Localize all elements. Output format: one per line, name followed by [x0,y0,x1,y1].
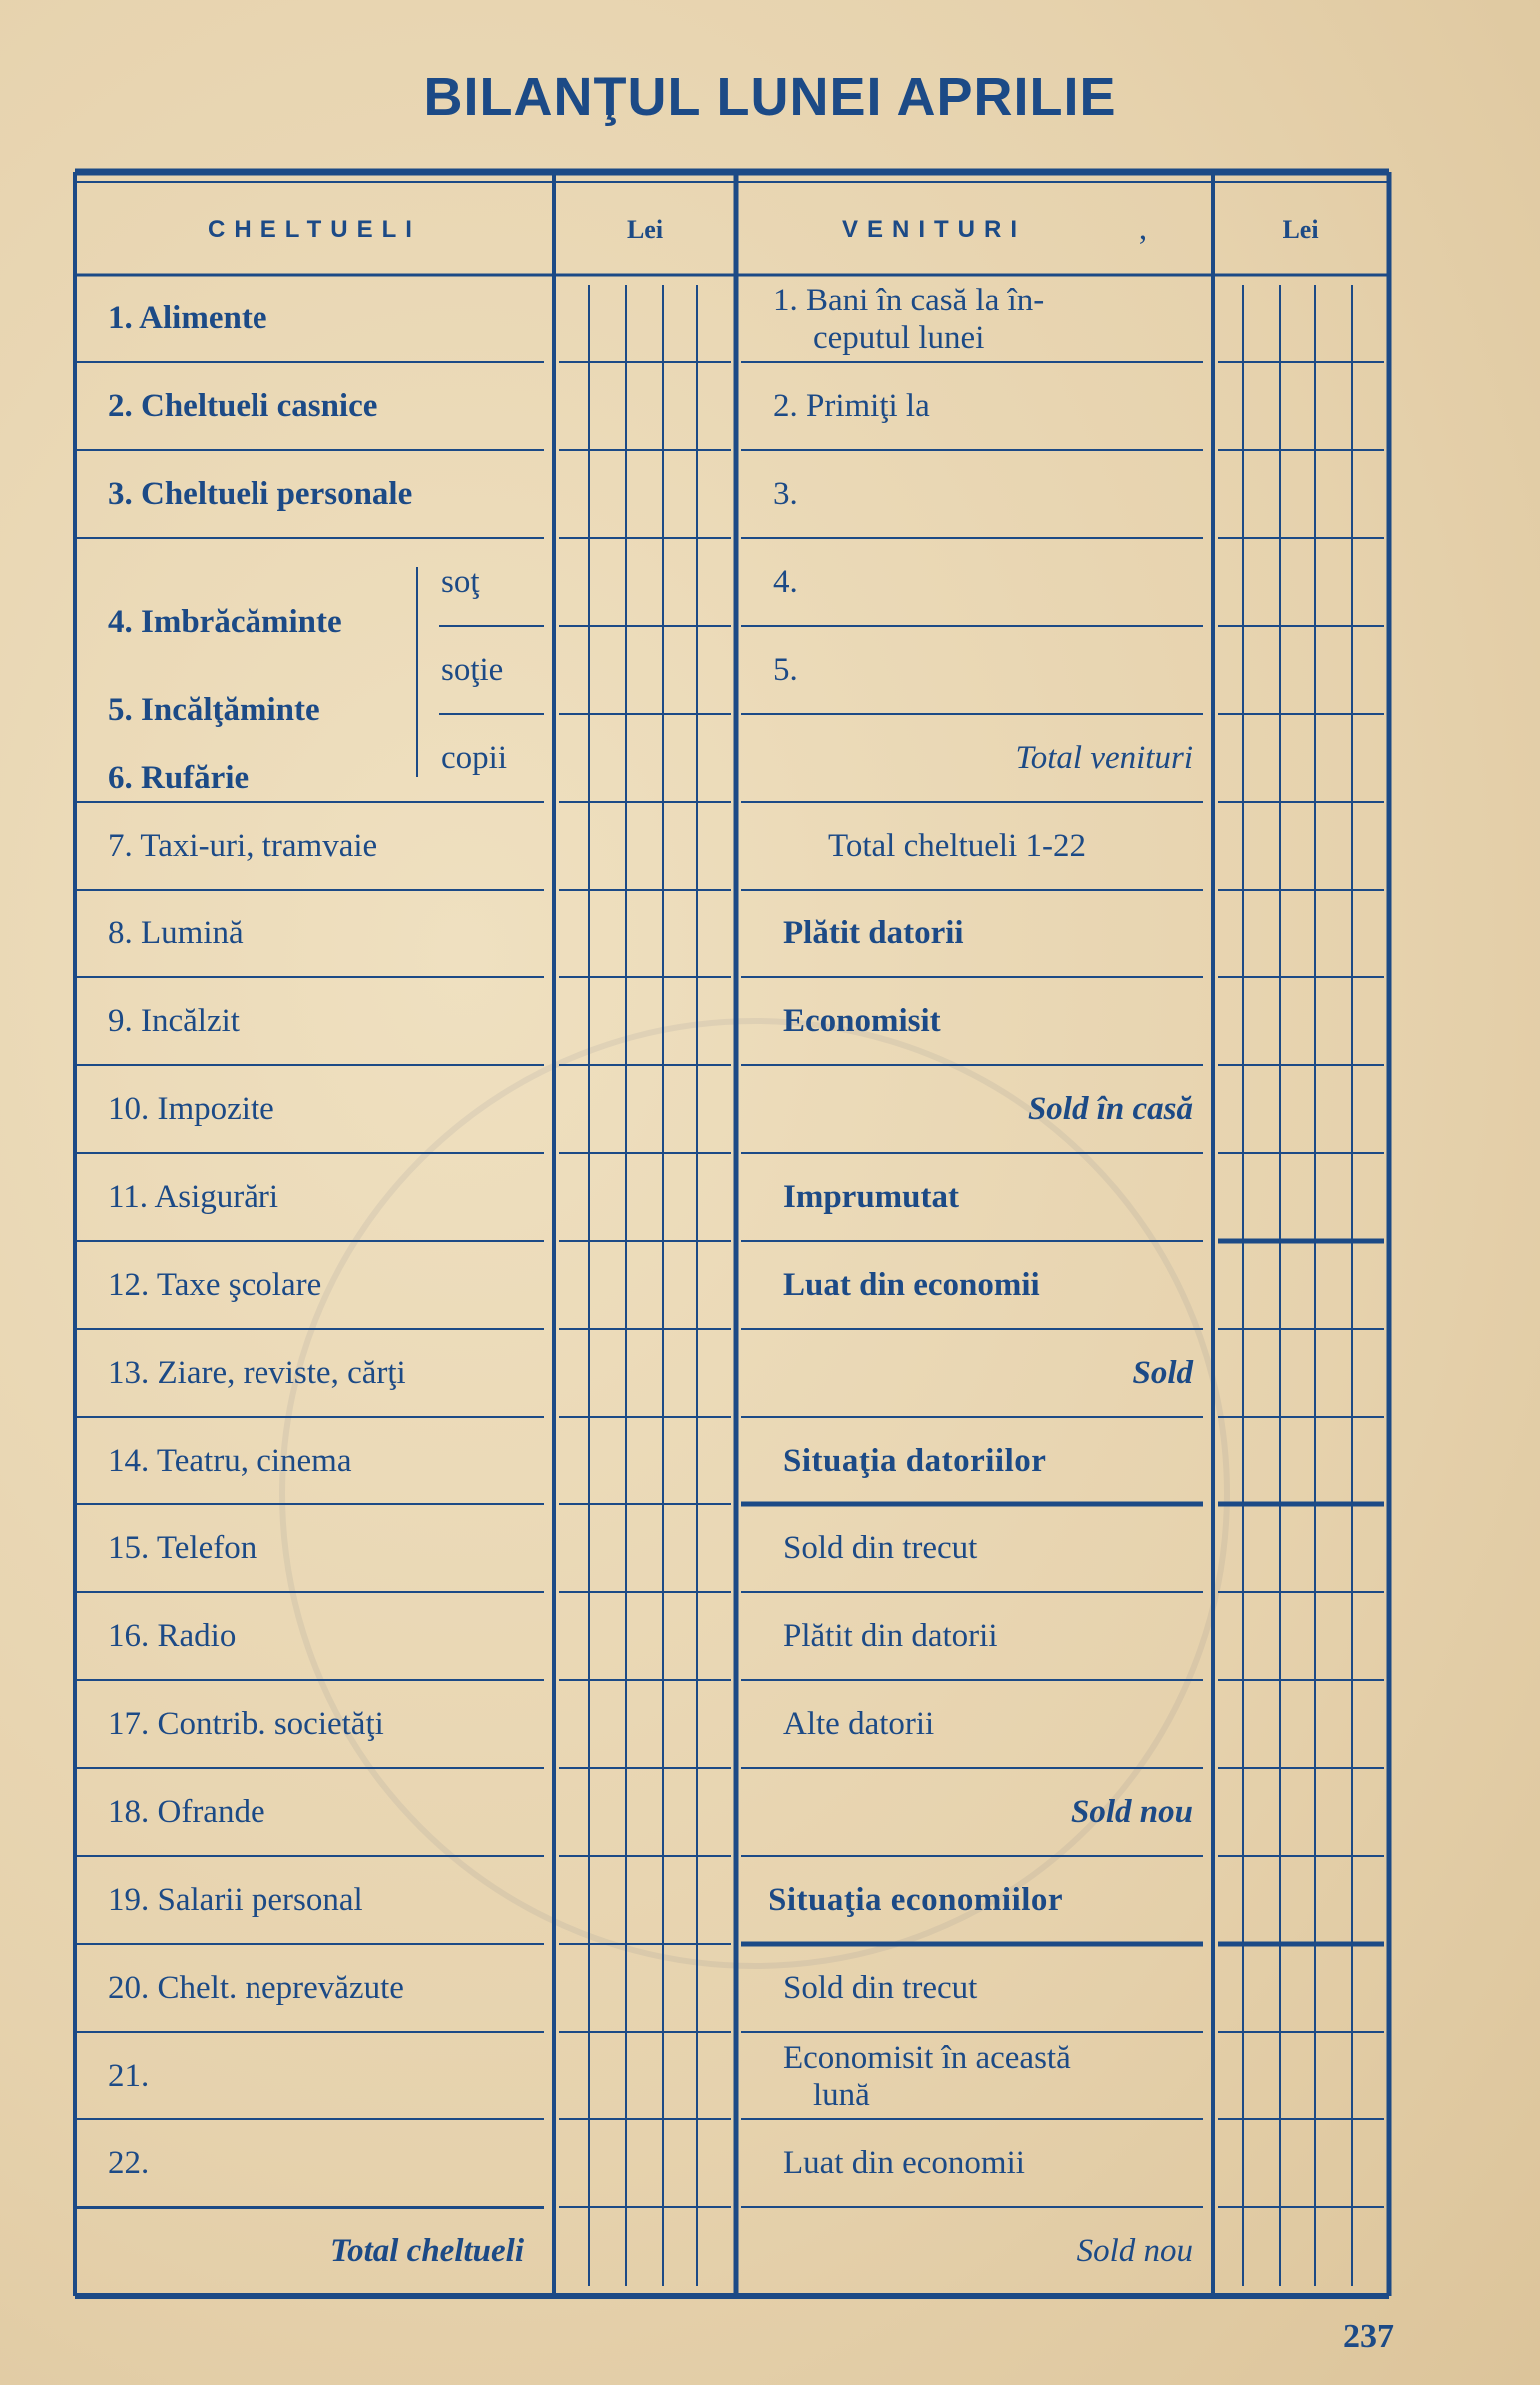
expense-item: 5. Incălţăminte [108,691,320,728]
income-item: Alte datorii [783,1705,935,1742]
lei-header-cell [1213,184,1389,275]
debts-section-heading: Situaţia datoriilor [783,1442,1047,1479]
savings-section-heading-cell [769,1856,1188,1944]
income-item-cell [773,626,1193,714]
expense-item-cell [108,275,527,362]
total-expenses-ref: Total cheltueli 1-22 [828,827,1086,864]
expense-item-cell [108,802,547,890]
income-item: Luat din economii [783,1266,1040,1303]
income-item-cell [773,279,1193,322]
income-item: Economisit [783,1002,941,1039]
lei-header: Lei [626,214,664,244]
expense-item-cell [108,890,547,977]
page-title: BILANŢUL LUNEI APRILIE [423,67,1117,127]
income-item: 1. Bani în casă la în- [773,282,1045,318]
expense-item: 2. Cheltueli casnice [108,387,378,424]
balance-label: Sold [1132,1354,1193,1391]
income-item: Plătit datorii [783,914,964,951]
income-item: Plătit din datorii [783,1617,998,1654]
income-header-cell [736,184,1133,275]
income-item: Imprumutat [783,1178,960,1215]
cash-balance-label-cell [773,1065,1193,1153]
expense-item: 20. Chelt. neprevăzute [108,1969,404,2006]
income-item: Economisit în această [783,2039,1071,2076]
income-header-mark: , [1138,211,1148,247]
income-item: 3. [773,475,798,512]
expense-item: 4. Imbrăcăminte [108,603,342,640]
income-item-cell [783,1241,1203,1329]
expense-item: 3. Cheltueli personale [108,475,413,512]
expense-item-cell [108,1856,547,1944]
expense-item-cell [108,977,547,1065]
expense-item-cell [108,1944,547,2032]
income-item-cell [783,1153,1203,1241]
expense-item: 18. Ofrande [108,1793,265,1830]
expenses-header-cell [75,184,554,275]
balance-label-cell [773,1329,1193,1417]
expense-item-cell [108,578,447,666]
expense-item-cell [108,2032,547,2119]
income-item-cell [773,362,1193,450]
expense-item-cell [108,1241,547,1329]
income-item-cell [813,318,1233,358]
income-header: VENITURI [841,215,1026,243]
expense-item: 15. Telefon [108,1529,257,1566]
debts-section-heading-cell [783,1417,1203,1504]
expense-item-cell [108,362,527,450]
total-income-label: Total venituri [1015,739,1193,776]
expense-item: 1. Alimente [108,299,267,336]
income-item-cell [783,2119,1203,2207]
person-label-cell [441,714,551,802]
income-item-cell [783,1504,1203,1592]
income-item-cell [783,1944,1203,2032]
expense-item: 10. Impozite [108,1090,274,1127]
expense-item: 12. Taxe şcolare [108,1266,322,1303]
expense-item-cell [108,1592,547,1680]
total-expenses-label: Total cheltueli [329,2232,524,2269]
expense-item: 22. [108,2144,150,2181]
expense-item: 14. Teatru, cinema [108,1442,352,1479]
income-item: ceputul lunei [813,319,985,356]
person-label-cell [441,538,551,626]
expenses-header: CHELTUELI [208,215,421,243]
total-income-label-cell [773,714,1193,802]
expense-item: 13. Ziare, reviste, cărţi [108,1354,406,1391]
income-item: Sold din trecut [783,1529,978,1566]
expense-item-cell [108,1768,547,1856]
income-item: Luat din economii [783,2144,1025,2181]
expense-item-cell [108,1417,547,1504]
income-item: 5. [773,651,798,688]
income-item-cell [783,2036,1203,2080]
total-expenses-ref-cell [828,802,1193,890]
income-item-cell [773,450,1193,538]
expense-item: 8. Lumină [108,914,244,951]
expense-item: 6. Rufărie [108,759,250,796]
lei-header-cell [554,184,736,275]
expense-item: 16. Radio [108,1617,237,1654]
income-item-cell [783,890,1203,977]
cash-balance-label: Sold în casă [1027,1090,1193,1127]
expense-item: 19. Salarii personal [108,1881,363,1918]
savings-section-heading: Situaţia economiilor [769,1881,1064,1918]
income-item-cell [783,977,1203,1065]
new-balance-label-cell [773,1768,1193,1856]
income-item: Sold din trecut [783,1969,978,2006]
expense-item-cell [108,1504,547,1592]
income-item: lună [813,2077,870,2113]
income-item: 4. [773,563,798,600]
person-label: soţ [441,563,480,600]
new-balance-label-cell [773,2207,1193,2295]
expense-item: 9. Incălzit [108,1002,240,1039]
income-item-cell [783,1680,1203,1768]
income-header-mark-cell [1123,184,1163,275]
person-label: soţie [441,651,504,688]
expense-item: 11. Asigurări [108,1178,279,1215]
expense-item-cell [108,1329,547,1417]
income-item: 2. Primiţi la [773,387,930,424]
income-item-cell [773,538,1193,626]
person-label: copii [441,739,507,776]
lei-header: Lei [1283,214,1319,244]
expense-item-cell [108,1153,547,1241]
expense-item-cell [108,1680,547,1768]
expense-item: 21. [108,2057,150,2093]
expense-item-cell [108,1065,547,1153]
expense-item: 17. Contrib. societăţi [108,1705,384,1742]
new-balance-label: Sold nou [1076,2232,1193,2269]
income-item-cell [783,1592,1203,1680]
expense-item-cell [108,2119,547,2207]
person-label-cell [441,626,551,714]
income-item-cell [813,2076,1233,2115]
new-balance-label: Sold nou [1071,1793,1193,1830]
expense-item: 7. Taxi-uri, tramvaie [108,827,378,864]
expense-item-cell [108,450,527,538]
page-number: 237 [1343,2318,1394,2355]
total-expenses-label-cell [75,2207,524,2295]
